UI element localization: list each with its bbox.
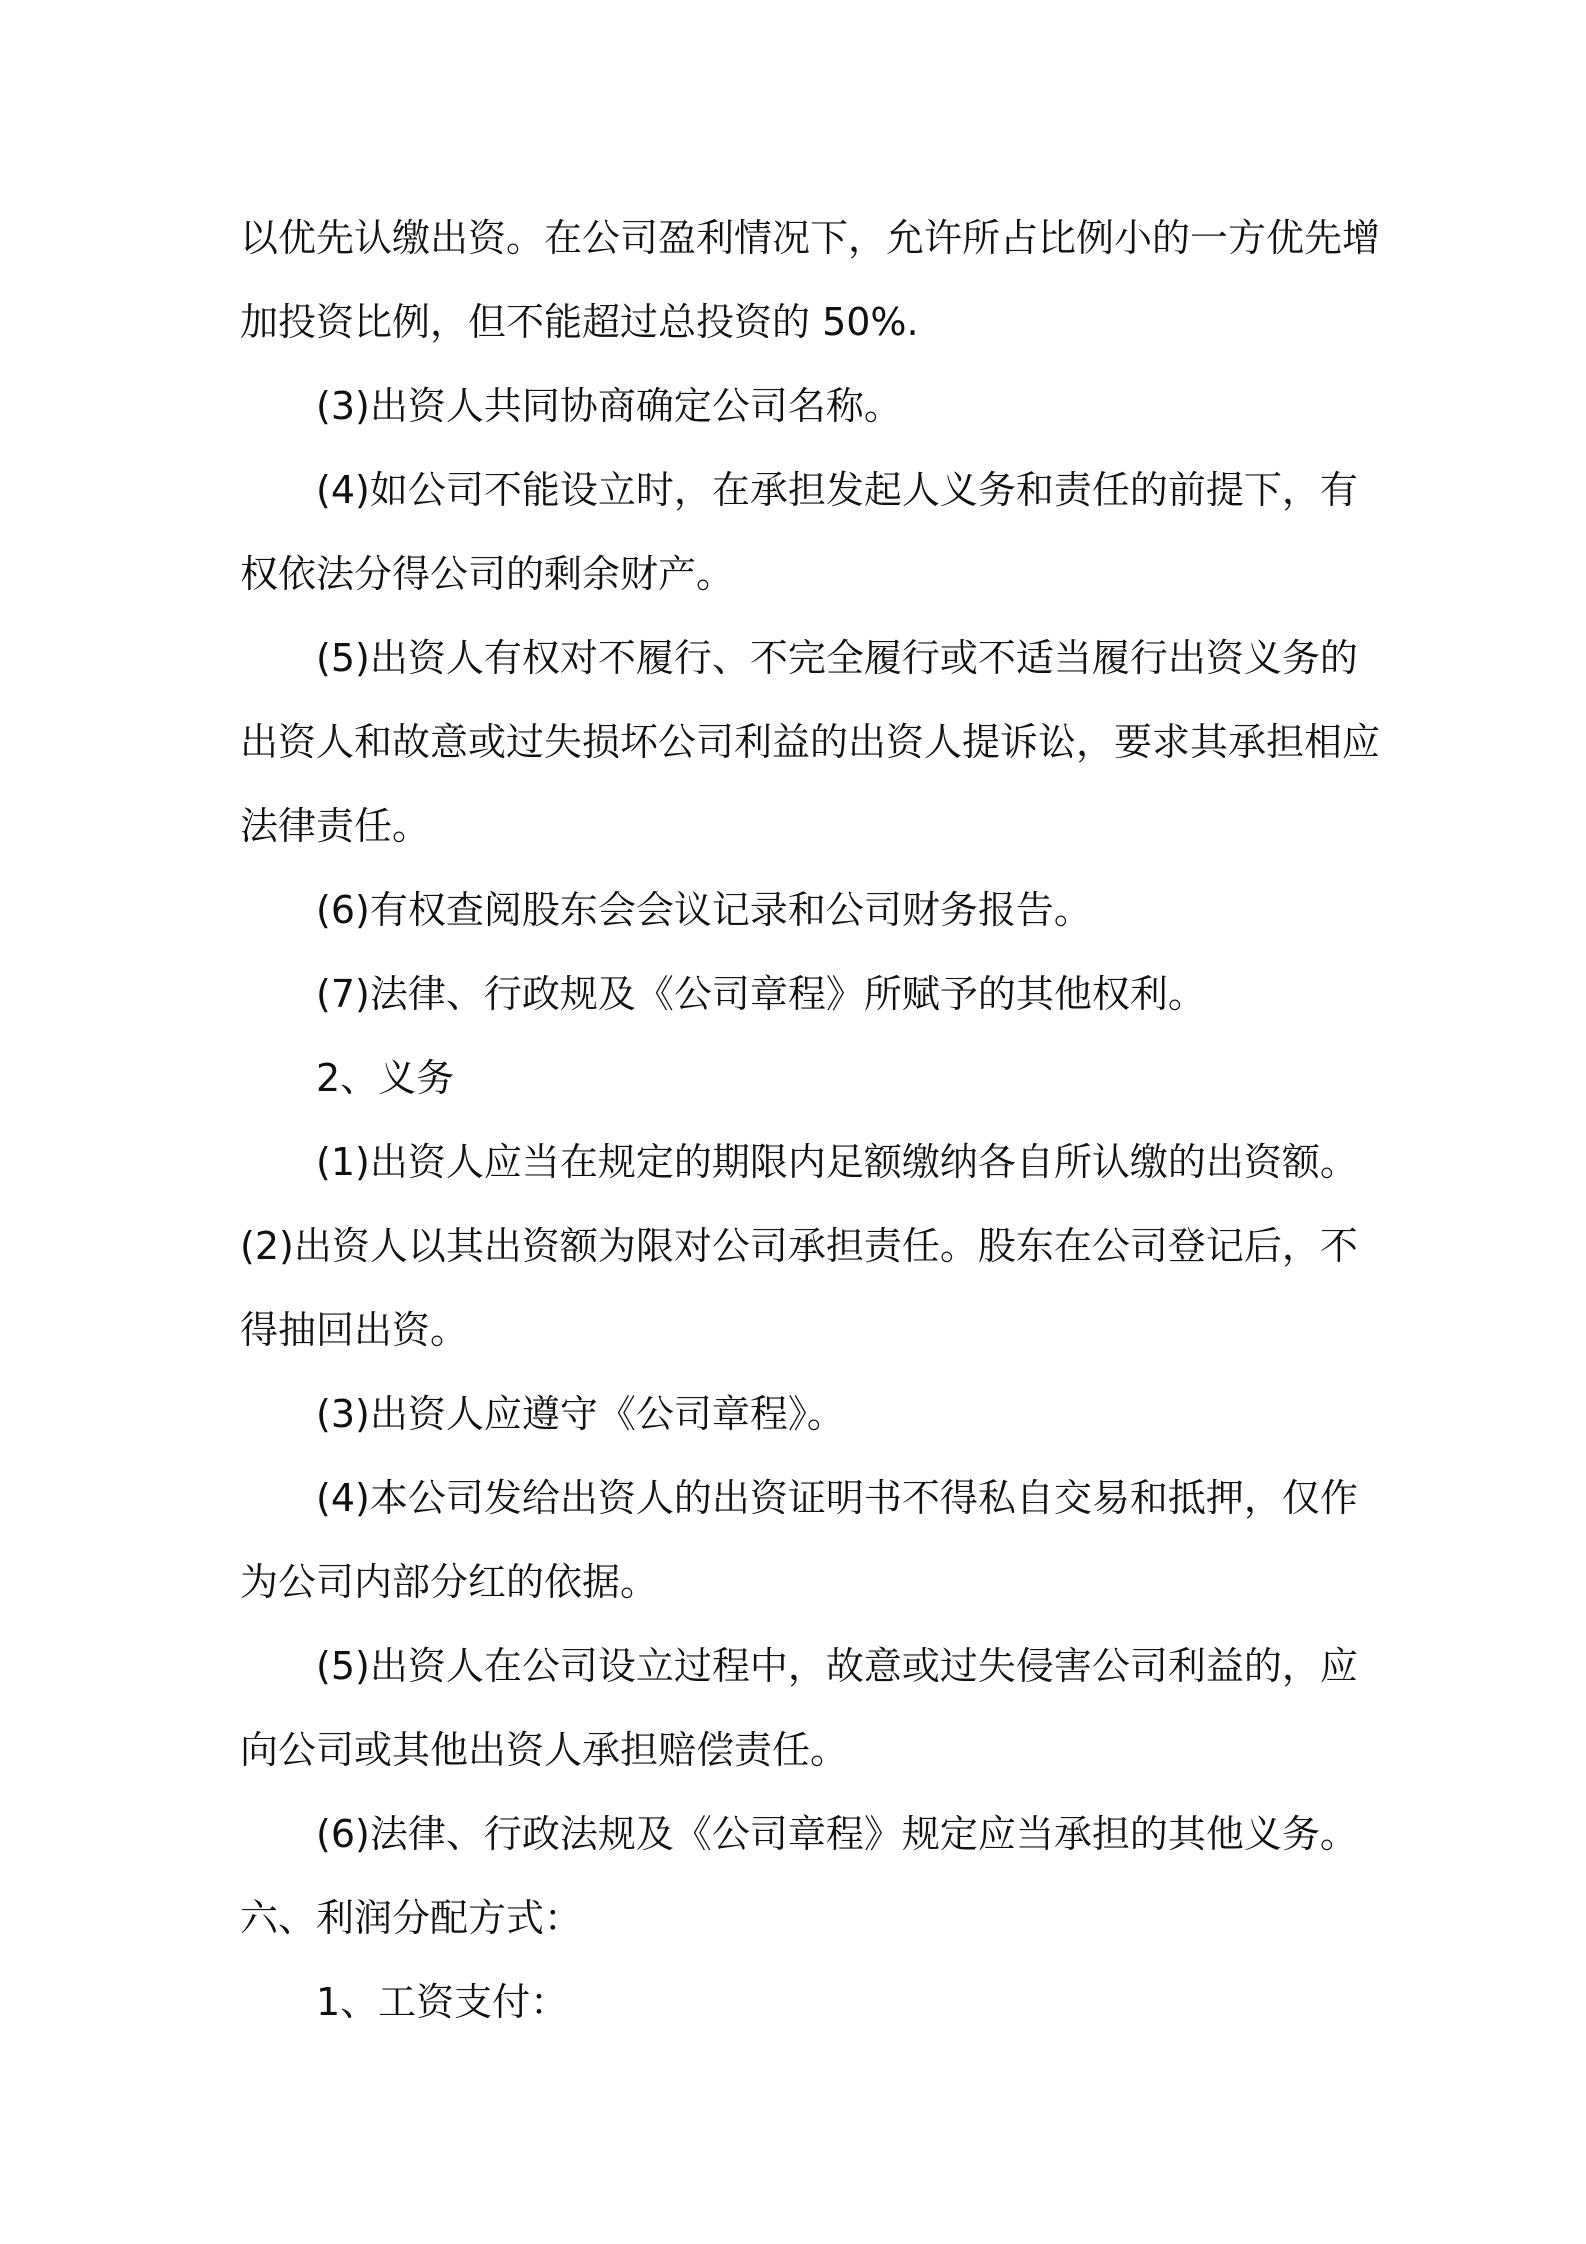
text-line: (3)出资人共同协商确定公司名称。 xyxy=(316,384,902,428)
text-line: (6)法律、行政法规及《公司章程》规定应当承担的其他义务。 xyxy=(316,1812,1358,1856)
text-line: 得抽回出资。 xyxy=(240,1308,469,1352)
text-line: 权依法分得公司的剩余财产。 xyxy=(240,552,735,596)
section-heading: 六、利润分配方式： xyxy=(240,1896,583,1940)
text-line: 向公司或其他出资人承担赔偿责任。 xyxy=(240,1728,849,1772)
text-line: (4)本公司发给出资人的出资证明书不得私自交易和抵押，仅作 xyxy=(316,1476,1358,1520)
text-line: (3)出资人应遵守《公司章程》。 xyxy=(316,1392,845,1436)
text-line: 以优先认缴出资。在公司盈利情况下，允许所占比例小的一方优先增 xyxy=(240,216,1381,260)
text-line: (5)出资人在公司设立过程中，故意或过失侵害公司利益的，应 xyxy=(316,1644,1358,1688)
text-line: (4)如公司不能设立时，在承担发起人义务和责任的前提下，有 xyxy=(316,468,1358,512)
text-line: 出资人和故意或过失损坏公司利益的出资人提诉讼，要求其承担相应 xyxy=(240,720,1381,764)
section-heading: 2、义务 xyxy=(316,1056,455,1100)
text-line: (7)法律、行政规及《公司章程》所赋予的其他权利。 xyxy=(316,972,1206,1016)
text-line: (1)出资人应当在规定的期限内足额缴纳各自所认缴的出资额。 xyxy=(316,1140,1358,1184)
text-line: (2)出资人以其出资额为限对公司承担责任。股东在公司登记后，不 xyxy=(240,1224,1358,1268)
text-line: 法律责任。 xyxy=(240,804,431,848)
document-body xyxy=(240,196,1381,2044)
text-line: 加投资比例，但不能超过总投资的 50%. xyxy=(240,300,919,344)
text-line: (5)出资人有权对不履行、不完全履行或不适当履行出资义务的 xyxy=(316,636,1358,680)
text-line: 为公司内部分红的依据。 xyxy=(240,1560,659,1604)
subsection-heading: 1、工资支付： xyxy=(316,1980,569,2024)
text-line: (6)有权查阅股东会会议记录和公司财务报告。 xyxy=(316,888,1092,932)
